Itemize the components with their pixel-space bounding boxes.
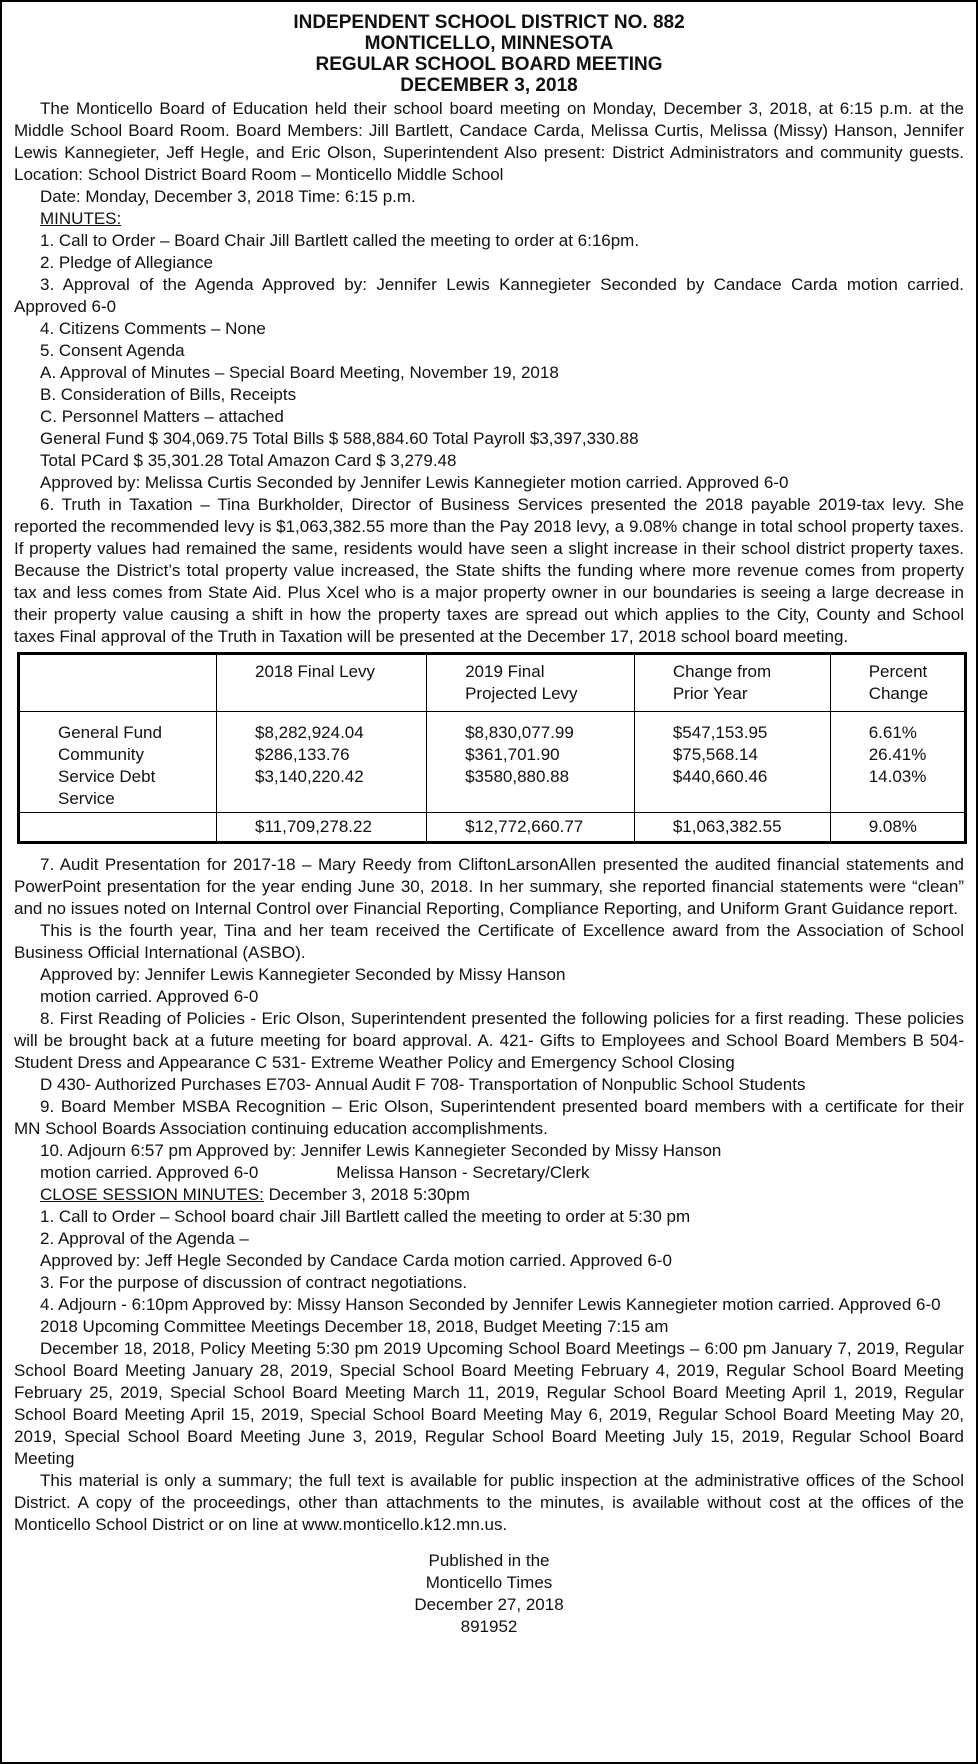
levy-table xyxy=(17,652,967,844)
minutes-item: C. Personnel Matters – attached xyxy=(40,407,284,426)
total-label-cell xyxy=(19,813,217,843)
levy-2018-value: $3,140,220.42 xyxy=(255,767,364,786)
meeting-title: REGULAR SCHOOL BOARD MEETING xyxy=(315,54,663,75)
levy-table-total-row xyxy=(19,813,966,843)
policies-continued: D 430- Authorized Purchases E703- Annual Audit F 708- Transportation of Nonpublic School Students xyxy=(40,1075,806,1094)
truth-in-taxation-paragraph: 6. Truth in Taxation – Tina Burkholder, Director of Business Services presented the 2018 payable 2019-tax levy. She reported the recommended levy is $1,063,382.55 more than the Pay 2018 levy, a 9.08% change in total school property taxes. If property values had remained the same, residents would have seen a slight increase in their school district property taxes. Because the District’s total property value increased, the State shifts the funding where more revenue comes from property tax and less comes from State Aid. Plus Xcel who is a major property owner in our boundaries is seeing a large decrease in their property value causing a shift in how the property taxes are spread out which applies to the City, County and School taxes Final approval of the Truth in Taxation will be presented at the December 17, 2018 school board meeting. xyxy=(14,495,964,646)
close-session-label: CLOSE SESSION MINUTES: xyxy=(40,1185,264,1204)
fund-label: Service Debt xyxy=(58,767,156,786)
fund-label: Community xyxy=(58,745,144,764)
notice-header xyxy=(14,12,964,96)
upcoming-meetings-paragraph: December 18, 2018, Policy Meeting 5:30 pm 2019 Upcoming School Board Meetings – 6:00 pm January 7, 2019, Regular School Board Meeting January 28, 2019, Special School Board Meeting February 4, 2019, Regular School Board Meeting February 25, 2019, Special School Board Meeting March 11, 2019, Regular School Board Meeting April 1, 2019, Regular School Board Meeting April 15, 2019, Special School Board Meeting May 6, 2019, Regular School Board Meeting May 20, 2019, Special School Board Meeting June 3, 2019, Regular School Board Meeting July 15, 2019, Regular School Board Meeting xyxy=(14,1339,964,1468)
summary-disclaimer-paragraph: This material is only a summary; the full text is available for public inspection at the administrative offices of the School District. A copy of the proceedings, other than attachments to the minutes, is available without cost at the offices of the Monticello School District or on line at www.monticello.k12.mn.us. xyxy=(14,1471,964,1534)
committee-meetings-line: 2018 Upcoming Committee Meetings December 18, 2018, Budget Meeting 7:15 am xyxy=(40,1317,669,1336)
publication-date: December 27, 2018 xyxy=(414,1595,564,1614)
district-title: INDEPENDENT SCHOOL DISTRICT NO. 882 xyxy=(293,12,685,33)
total-percent-cell: 9.08% xyxy=(830,813,965,843)
adjourn-motion-line xyxy=(14,1162,964,1184)
header-cell-line: Prior Year xyxy=(672,684,748,703)
fund-label: General Fund xyxy=(58,723,162,742)
header-cell-line: 2018 Final Levy xyxy=(255,662,376,681)
intro-paragraph: The Monticello Board of Education held their school board meeting on Monday, December 3, 2018, at 6:15 p.m. at the Middle School Board Room. Board Members: Jill Bartlett, Candace Carda, Melissa Curtis, Melissa (Missy) Hanson, Jennifer Lewis Kannegieter, Jeff Hegle, and Eric Olson, Superintendent Also present: District Administrators and community guests. Location: School District Board Room – Monticello Middle School xyxy=(14,99,964,184)
levy-percent-cell xyxy=(830,712,965,813)
levy-change-value: $440,660.46 xyxy=(672,767,768,786)
header-cell-line: Projected Levy xyxy=(465,684,578,703)
clerk-signature: Melissa Hanson - Secretary/Clerk xyxy=(336,1163,590,1182)
levy-change-cell xyxy=(634,712,830,813)
total-change-cell: $1,063,382.55 xyxy=(634,813,830,843)
date-time-line: Date: Monday, December 3, 2018 Time: 6:15 p.m. xyxy=(40,187,416,206)
msba-recognition-paragraph: 9. Board Member MSBA Recognition – Eric Olson, Superintendent presented board members with a certificate for their MN School Boards Association continuing education accomplishments. xyxy=(14,1097,964,1138)
minutes-item: General Fund $ 304,069.75 Total Bills $ 588,884.60 Total Payroll $3,397,330.88 xyxy=(40,429,639,448)
levy-change-value: $75,568.14 xyxy=(672,745,758,764)
asbo-award-paragraph: This is the fourth year, Tina and her team received the Certificate of Excellence award from the Association of School Business Official International (ASBO). xyxy=(14,921,964,962)
minutes-heading xyxy=(14,208,964,230)
minutes-item: Approved by: Melissa Curtis Seconded by Jennifer Lewis Kannegieter motion carried. Approved 6-0 xyxy=(40,473,789,492)
minutes-label: MINUTES: xyxy=(40,209,122,228)
minutes-item: Approved by: Jeff Hegle Seconded by Candace Carda motion carried. Approved 6-0 xyxy=(40,1251,672,1270)
minutes-item: 2. Pledge of Allegiance xyxy=(40,253,213,272)
levy-table-header-cell xyxy=(830,654,965,712)
header-cell-line: Change from xyxy=(672,662,772,681)
adjourn-line: 10. Adjourn 6:57 pm Approved by: Jennifer Lewis Kannegieter Seconded by Missy Hanson xyxy=(40,1141,722,1160)
minutes-item: 2. Approval of the Agenda – xyxy=(40,1229,249,1248)
minutes-item: B. Consideration of Bills, Receipts xyxy=(40,385,297,404)
levy-2018-value: $286,133.76 xyxy=(255,745,350,764)
levy-change-value: $547,153.95 xyxy=(672,723,768,742)
publication-id: 891952 xyxy=(460,1617,518,1636)
minutes-item: 1. Call to Order – Board Chair Jill Bartlett called the meeting to order at 6:16pm. xyxy=(40,231,640,250)
adjourn-motion: motion carried. Approved 6-0 xyxy=(40,1163,259,1182)
location-title: MONTICELLO, MINNESOTA xyxy=(364,33,614,54)
header-cell-line: Change xyxy=(868,684,929,703)
levy-2019-cell xyxy=(427,712,635,813)
levy-table-header-cell xyxy=(217,654,427,712)
minutes-item: Total PCard $ 35,301.28 Total Amazon Card $ 3,279.48 xyxy=(40,451,457,470)
minutes-item: 5. Consent Agenda xyxy=(40,341,185,360)
minutes-item: 3. Approval of the Agenda Approved by: Jennifer Lewis Kannegieter Seconded by Candace Carda motion carried. Approved 6-0 xyxy=(14,275,964,316)
levy-2019-value: $361,701.90 xyxy=(465,745,560,764)
total-2019-cell: $12,772,660.77 xyxy=(427,813,635,843)
levy-table-header-blank xyxy=(19,654,217,712)
header-cell-line: Percent xyxy=(868,662,928,681)
fund-label: Service xyxy=(58,789,115,808)
levy-table-header-row xyxy=(19,654,966,712)
levy-2018-cell xyxy=(217,712,427,813)
close-session-date: December 3, 2018 5:30pm xyxy=(263,1185,470,1204)
levy-percent-value: 14.03% xyxy=(868,767,927,786)
audit-presentation-paragraph: 7. Audit Presentation for 2017-18 – Mary Reedy from CliftonLarsonAllen presented the audited financial statements and PowerPoint presentation for the year ending June 30, 2018. In her summary, she reported financial statements were “clean” and no issues noted on Internal Control over Financial Reporting, Compliance Reporting, and Uniform Grant Guidance report. xyxy=(14,855,964,918)
levy-percent-value: 26.41% xyxy=(868,745,927,764)
minutes-item: Approved by: Jennifer Lewis Kannegieter Seconded by Missy Hanson xyxy=(40,965,566,984)
policies-paragraph: 8. First Reading of Policies - Eric Olson, Superintendent presented the following policies for a first reading. These policies will be brought back at a future meeting for board approval. A. 421- Gifts to Employees and School Board Members B 504- Student Dress and Appearance C 531- Extreme Weather Policy and Emergency School Closing xyxy=(14,1009,964,1072)
close-session-heading xyxy=(14,1184,964,1206)
levy-2019-value: $8,830,077.99 xyxy=(465,723,574,742)
header-cell-line: 2019 Final xyxy=(465,662,545,681)
publication-line: Published in the xyxy=(428,1551,550,1570)
meeting-date-title: DECEMBER 3, 2018 xyxy=(400,75,578,96)
levy-table-header-cell xyxy=(427,654,635,712)
minutes-item: motion carried. Approved 6-0 xyxy=(40,987,259,1006)
levy-2019-value: $3580,880.88 xyxy=(465,767,570,786)
minutes-item: A. Approval of Minutes – Special Board Meeting, November 19, 2018 xyxy=(40,363,559,382)
total-2018-cell: $11,709,278.22 xyxy=(217,813,427,843)
minutes-item: 4. Adjourn - 6:10pm Approved by: Missy Hanson Seconded by Jennifer Lewis Kannegieter motion carried. Approved 6-0 xyxy=(40,1295,941,1314)
publication-newspaper: Monticello Times xyxy=(425,1573,553,1592)
levy-percent-value: 6.61% xyxy=(868,723,917,742)
levy-table-body-row xyxy=(19,712,966,813)
minutes-item: 1. Call to Order – School board chair Jill Bartlett called the meeting to order at 5:30 pm xyxy=(40,1207,691,1226)
minutes-item: 4. Citizens Comments – None xyxy=(40,319,266,338)
minutes-item: 3. For the purpose of discussion of contract negotiations. xyxy=(40,1273,468,1292)
levy-2018-value: $8,282,924.04 xyxy=(255,723,364,742)
fund-labels-cell xyxy=(19,712,217,813)
levy-table-header-cell xyxy=(634,654,830,712)
publication-info xyxy=(14,1550,964,1638)
